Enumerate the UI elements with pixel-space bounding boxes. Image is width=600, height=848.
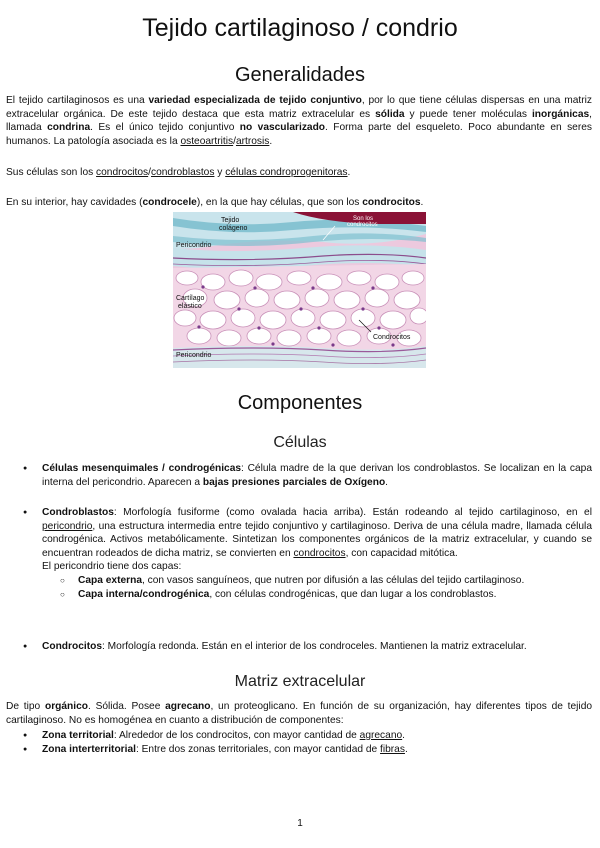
list-item-condrocitos: ● Condrocitos: Morfología redonda. Están en el interior de los condroceles. Mantienen la matriz extracelular. [22, 640, 592, 654]
list-item-zona-territorial: ● Zona territorial: Alrededor de los condrocitos, con mayor cantidad de agrecano. [22, 729, 592, 743]
label-colageno: colágeno [219, 225, 248, 232]
sublist-item-capa-interna: ○ Capa interna/condrogénica, con células condrogénicas, que dan lugar a los condroblastos. [42, 588, 592, 602]
paragraph-cell-types: Sus células son los condrocitos/condroblastos y células condroprogenitoras. [6, 167, 351, 178]
term-celulas-condroprogenitoras: células condroprogenitoras [225, 167, 348, 178]
label-cartilago: Cartílago [176, 295, 205, 302]
label-tejido: Tejido [221, 217, 240, 224]
list-item-zona-interterritorial: ● Zona interterritorial: Entre dos zonas territoriales, con mayor cantidad de fibras. [22, 743, 592, 757]
paragraph-generalidades-intro: El tejido cartilaginosos es una variedad especializada de tejido conjuntivo, por lo que tiene células dispersas en una matriz extracelular orgánica. De este tejido destaca que esta matriz extracelular es sólida y puede tener moléculas inorgánicas, llamada condrina. Es el único tejido conjuntivo no vascularizado. Forma parte del esqueleto. Poco abundante en seres humanos. La patología asociada es la osteoartritis/artrosis. [6, 95, 592, 147]
term-agrecano: agrecano [359, 730, 403, 741]
term-pericondrio: pericondrio [42, 520, 93, 532]
label-condrocitos-top: condrocitos [347, 222, 378, 228]
label-pericondrio-top: Pericondrio [176, 242, 212, 249]
heading-componentes: Componentes [237, 392, 363, 414]
term-osteoartritis: osteoartritis [180, 135, 234, 147]
list-item-condroblastos: ● Condroblastos: Morfología fusiforme (como ovalada hacia arriba). Están rodeando al tejido cartilaginoso, en el pericondrio, una estructura intermedia entre tejido conjuntivo y cartilaginoso. Deriva de una célula madre, llamada célula condrogénica. Activos metabólicamente. Sintetizan los componentes orgánicos de la matriz extracelular, y cuando se encuentran rodeados de dicha matriz, se convierten en condrocitos, con capacidad mitótica. El pericondrio tiene dos capas: ○ Capa externa, con vasos sanguíneos, que nutren por difusión a las células del tejido cartilaginoso. ○ Capa interna/condrogénica, con células condrogénicas, que dan lugar a los condroblastos. [22, 506, 592, 601]
label-pericondrio-bottom: Pericondrio [176, 352, 212, 359]
list-item-celulas-mesenquimales: ● Células mesenquimales / condrogénicas: Célula madre de la que derivan los condroblastos. Se localizan en la capa interna del pericondrio. Aparecen a bajas presiones parciales de Oxígeno. [22, 462, 592, 489]
pericondrio-note: El pericondrio tiene dos capas: [42, 561, 182, 573]
page-number: 1 [297, 818, 303, 829]
label-son-los: Son los [353, 216, 374, 222]
list-matriz-zonas [22, 729, 592, 756]
label-condrocitos: Condrocitos [373, 334, 411, 341]
document-title: Tejido cartilaginoso / condrio [142, 14, 458, 42]
sublist-pericondrio-capas [42, 574, 592, 601]
term-artrosis: artrosis [235, 135, 270, 147]
term-condroblastos: condroblastos [151, 167, 215, 178]
heading-celulas: Células [273, 434, 327, 451]
list-celulas-1 [22, 462, 592, 489]
paragraph-condrocele: En su interior, hay cavidades (condrocele), en la que hay células, que son los condrocitos. [6, 197, 424, 208]
paragraph-matriz: De tipo orgánico. Sólida. Posee agrecano, un proteoglicano. En función de su organización, hay diferentes tipos de tejido cartilaginoso. No es homogénea en cuanto a distribución de componentes: [6, 701, 593, 726]
list-celulas-2 [22, 506, 592, 601]
heading-generalidades: Generalidades [234, 64, 366, 86]
label-elastico: elástico [178, 303, 202, 310]
histology-micrograph [173, 212, 426, 368]
heading-matriz-extracelular: Matriz extracelular [234, 673, 366, 690]
term-condrocitos: condrocitos [96, 167, 149, 178]
term-fibras: fibras [380, 743, 405, 755]
list-celulas-3 [22, 640, 592, 654]
sublist-item-capa-externa: ○ Capa externa, con vasos sanguíneos, que nutren por difusión a las células del tejido cartilaginoso. [42, 574, 592, 588]
term-condrocitos-2: condrocitos [293, 547, 346, 559]
